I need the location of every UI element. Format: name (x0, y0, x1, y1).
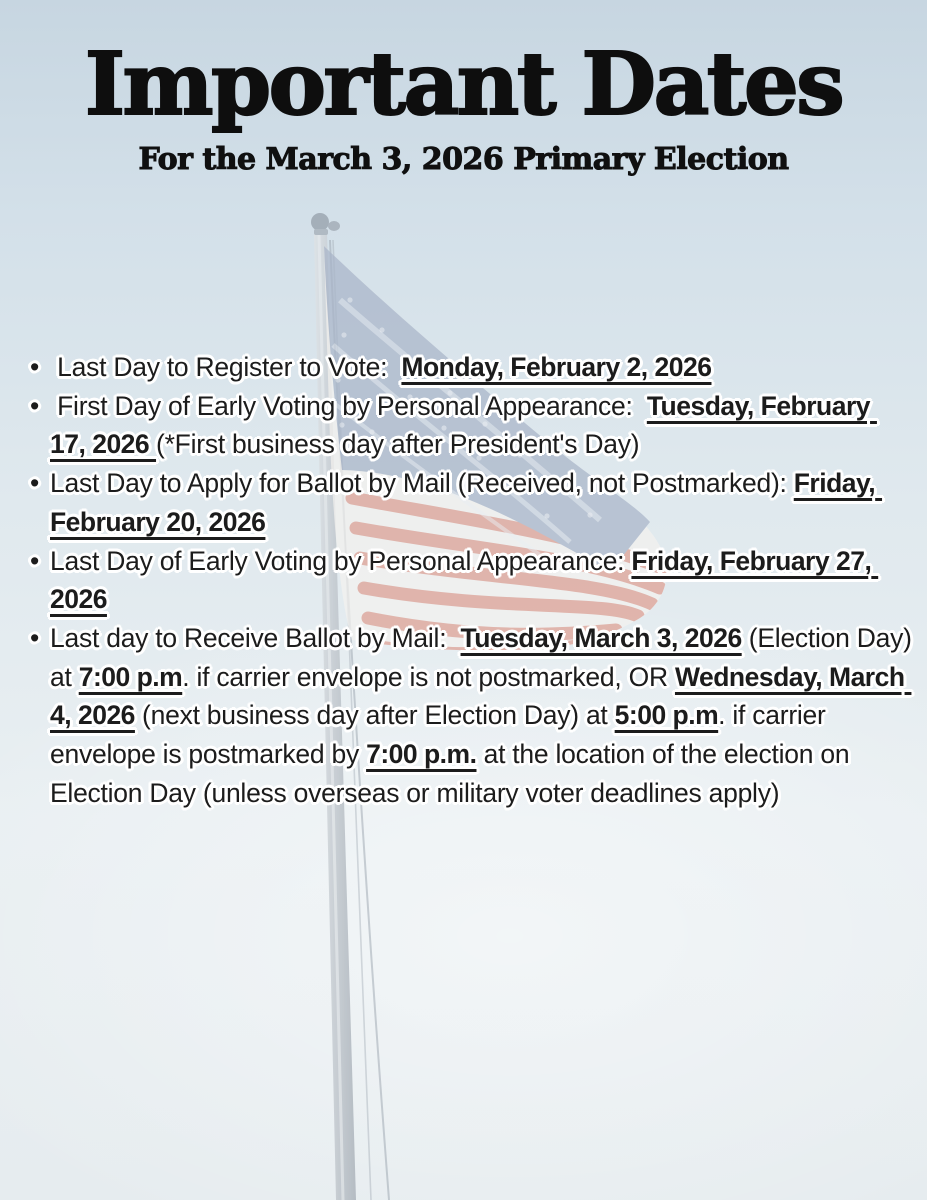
date-emphasis: Friday, February 27, 2026 (50, 545, 879, 615)
date-item (28, 348, 912, 387)
date-text: Last day to Receive Ballot by Mail: (50, 622, 461, 653)
date-text: Last Day of Early Voting by Personal Appearance: (50, 545, 632, 576)
date-text: at the location of the election on Election Day (unless overseas or military voter deadlines apply) (50, 739, 857, 808)
date-item (28, 542, 912, 619)
date-emphasis: Tuesday, February 17, 2026 (50, 390, 877, 460)
page-title: Important Dates (84, 34, 843, 135)
date-emphasis: Wednesday, March 4, 2026 (50, 661, 912, 731)
date-item (28, 619, 919, 813)
date-text: Last Day to Apply for Ballot by Mail (Received, not Postmarked): (50, 468, 794, 499)
date-text: First Day of Early Voting by Personal Appearance: (50, 390, 647, 421)
date-emphasis: Monday, February 2, 2026 (401, 352, 712, 382)
pole-finial-ornament (328, 221, 340, 231)
date-emphasis: Tuesday, March 3, 2026 (460, 622, 742, 653)
date-emphasis: 5:00 p.m (614, 700, 719, 731)
pole-finial-cap (314, 229, 328, 235)
date-emphasis: 7:00 p.m. (366, 739, 477, 770)
dates-list (28, 348, 919, 812)
date-emphasis: Friday, February 20, 2026 (50, 468, 883, 537)
date-item (28, 387, 912, 464)
date-text: Last Day to Register to Vote: (50, 352, 402, 382)
date-text: . if carrier envelope is not postmarked, OR (182, 661, 675, 692)
page-subtitle: For the March 3, 2026 Primary Election (138, 142, 789, 177)
date-text: (Election Day) at (50, 622, 919, 692)
date-text: (next business day after Election Day) at (134, 700, 615, 731)
pole-finial-ball (311, 213, 329, 231)
date-emphasis: 7:00 p.m (78, 661, 183, 692)
date-text: . if carrier envelope is postmarked by (50, 700, 833, 770)
date-text: (*First business day after President's Day) (156, 429, 640, 460)
date-item (28, 464, 912, 541)
